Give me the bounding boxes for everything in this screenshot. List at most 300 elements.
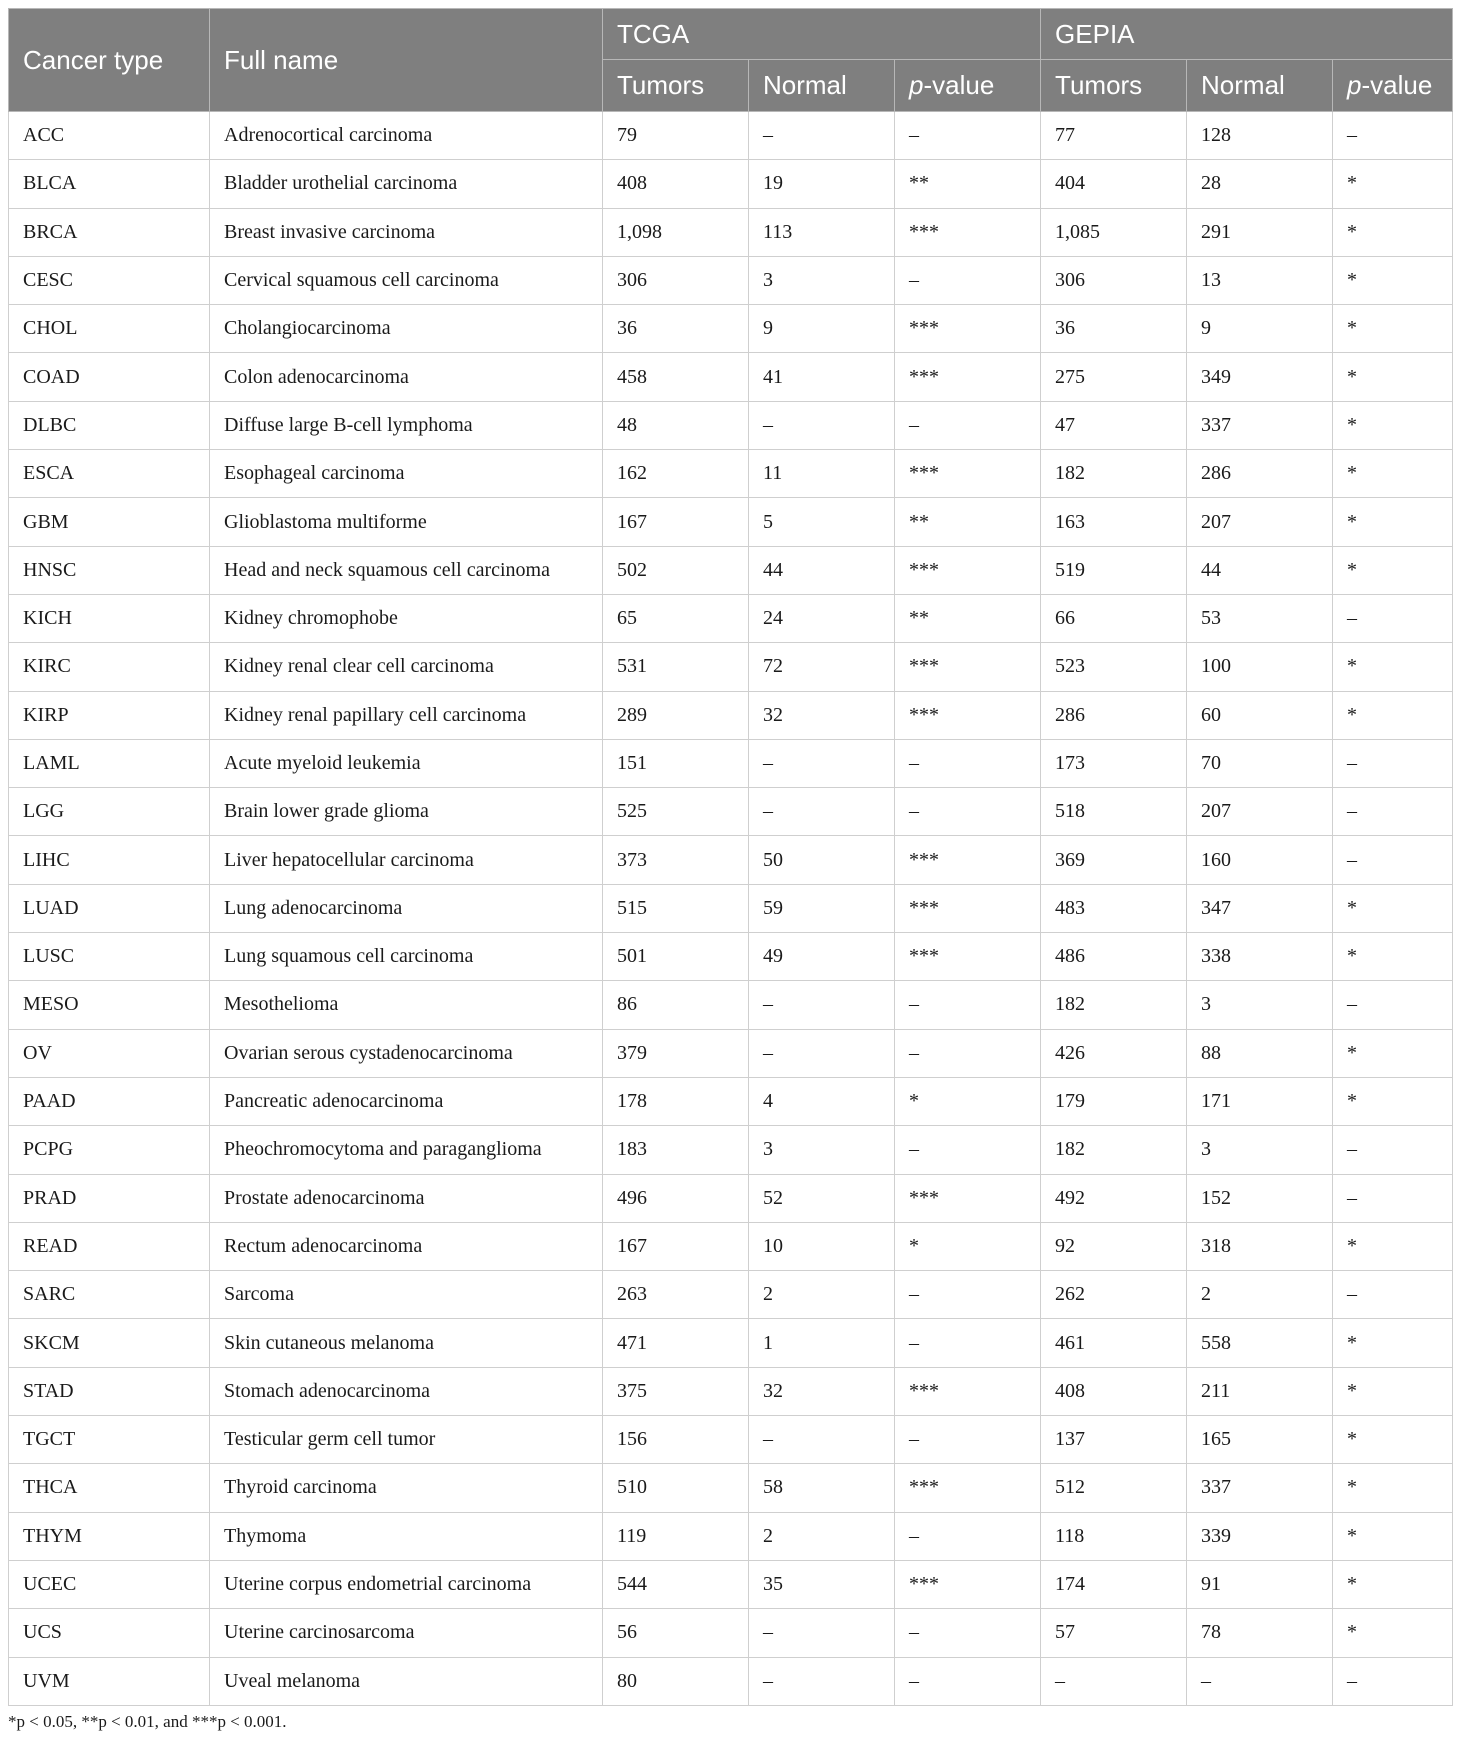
cell-tcga-tumors: 263 bbox=[603, 1271, 749, 1319]
cell-gepia-tumors: 92 bbox=[1041, 1222, 1187, 1270]
cell-gepia-tumors: 518 bbox=[1041, 788, 1187, 836]
table-footnote: *p < 0.05, **p < 0.01, and ***p < 0.001. bbox=[8, 1711, 287, 1731]
cell-tcga-normal: 113 bbox=[749, 208, 895, 256]
cell-tcga-normal: 4 bbox=[749, 1077, 895, 1125]
cell-cancer-type: ESCA bbox=[9, 450, 210, 498]
cell-full-name: Testicular germ cell tumor bbox=[210, 1416, 603, 1464]
cell-tcga-p-value: – bbox=[895, 1271, 1041, 1319]
cell-cancer-type: THCA bbox=[9, 1464, 210, 1512]
cell-full-name: Breast invasive carcinoma bbox=[210, 208, 603, 256]
cell-tcga-p-value: – bbox=[895, 256, 1041, 304]
cell-tcga-normal: 52 bbox=[749, 1174, 895, 1222]
cell-cancer-type: PRAD bbox=[9, 1174, 210, 1222]
cell-tcga-normal: 19 bbox=[749, 160, 895, 208]
cell-tcga-p-value: *** bbox=[895, 933, 1041, 981]
cell-tcga-tumors: 458 bbox=[603, 353, 749, 401]
cell-tcga-tumors: 525 bbox=[603, 788, 749, 836]
cell-gepia-normal: 13 bbox=[1187, 256, 1333, 304]
cell-gepia-tumors: 512 bbox=[1041, 1464, 1187, 1512]
cell-gepia-tumors: 461 bbox=[1041, 1319, 1187, 1367]
table-row bbox=[9, 112, 1453, 160]
table-body bbox=[9, 112, 1453, 1706]
cell-gepia-tumors: 36 bbox=[1041, 305, 1187, 353]
cell-gepia-tumors: 262 bbox=[1041, 1271, 1187, 1319]
cell-gepia-tumors: 118 bbox=[1041, 1512, 1187, 1560]
cell-gepia-normal: 347 bbox=[1187, 884, 1333, 932]
cell-tcga-p-value: – bbox=[895, 788, 1041, 836]
table-row bbox=[9, 1271, 1453, 1319]
table-row bbox=[9, 353, 1453, 401]
table-row bbox=[9, 884, 1453, 932]
cell-gepia-tumors: 1,085 bbox=[1041, 208, 1187, 256]
cell-tcga-p-value: – bbox=[895, 401, 1041, 449]
table-row bbox=[9, 256, 1453, 304]
cell-gepia-p-value: * bbox=[1333, 1029, 1453, 1077]
table-row bbox=[9, 1464, 1453, 1512]
cell-full-name: Uveal melanoma bbox=[210, 1657, 603, 1705]
cell-gepia-p-value: * bbox=[1333, 1560, 1453, 1608]
p-suffix: -value bbox=[1361, 70, 1433, 100]
cell-tcga-tumors: 167 bbox=[603, 1222, 749, 1270]
cell-gepia-normal: 2 bbox=[1187, 1271, 1333, 1319]
cell-gepia-normal: 60 bbox=[1187, 691, 1333, 739]
cell-tcga-tumors: 48 bbox=[603, 401, 749, 449]
cell-tcga-normal: 44 bbox=[749, 546, 895, 594]
cell-gepia-p-value: * bbox=[1333, 933, 1453, 981]
cell-cancer-type: LIHC bbox=[9, 836, 210, 884]
cell-tcga-normal: 3 bbox=[749, 256, 895, 304]
cell-cancer-type: DLBC bbox=[9, 401, 210, 449]
cell-full-name: Colon adenocarcinoma bbox=[210, 353, 603, 401]
cell-tcga-tumors: 162 bbox=[603, 450, 749, 498]
cell-tcga-normal: 59 bbox=[749, 884, 895, 932]
cell-gepia-p-value: * bbox=[1333, 305, 1453, 353]
cell-tcga-tumors: 373 bbox=[603, 836, 749, 884]
cell-tcga-tumors: 408 bbox=[603, 160, 749, 208]
cell-gepia-tumors: 483 bbox=[1041, 884, 1187, 932]
table-row bbox=[9, 836, 1453, 884]
cell-cancer-type: CESC bbox=[9, 256, 210, 304]
cell-tcga-tumors: 379 bbox=[603, 1029, 749, 1077]
cell-tcga-p-value: – bbox=[895, 1029, 1041, 1077]
cell-tcga-p-value: *** bbox=[895, 1367, 1041, 1415]
cell-gepia-p-value: * bbox=[1333, 160, 1453, 208]
cell-tcga-p-value: – bbox=[895, 1609, 1041, 1657]
cell-gepia-normal: 152 bbox=[1187, 1174, 1333, 1222]
cell-gepia-normal: 3 bbox=[1187, 1126, 1333, 1174]
cell-cancer-type: KIRC bbox=[9, 643, 210, 691]
cell-gepia-tumors: 286 bbox=[1041, 691, 1187, 739]
header-tcga-normal: Normal bbox=[749, 60, 895, 112]
cell-gepia-tumors: 404 bbox=[1041, 160, 1187, 208]
cell-cancer-type: LGG bbox=[9, 788, 210, 836]
cell-tcga-p-value: – bbox=[895, 1512, 1041, 1560]
table-row bbox=[9, 643, 1453, 691]
table-row bbox=[9, 1367, 1453, 1415]
cell-tcga-normal: – bbox=[749, 739, 895, 787]
header-full-name: Full name bbox=[210, 9, 603, 112]
cell-tcga-tumors: 36 bbox=[603, 305, 749, 353]
cell-gepia-p-value: * bbox=[1333, 1367, 1453, 1415]
cell-gepia-tumors: 77 bbox=[1041, 112, 1187, 160]
cell-gepia-tumors: 179 bbox=[1041, 1077, 1187, 1125]
cell-tcga-tumors: 167 bbox=[603, 498, 749, 546]
table-row bbox=[9, 160, 1453, 208]
table-row bbox=[9, 1560, 1453, 1608]
cell-tcga-p-value: – bbox=[895, 1319, 1041, 1367]
cell-tcga-tumors: 306 bbox=[603, 256, 749, 304]
cell-cancer-type: GBM bbox=[9, 498, 210, 546]
cell-tcga-tumors: 375 bbox=[603, 1367, 749, 1415]
cell-tcga-normal: – bbox=[749, 788, 895, 836]
cell-full-name: Thymoma bbox=[210, 1512, 603, 1560]
cell-tcga-tumors: 501 bbox=[603, 933, 749, 981]
cell-gepia-tumors: 426 bbox=[1041, 1029, 1187, 1077]
cell-gepia-tumors: 275 bbox=[1041, 353, 1187, 401]
table-row bbox=[9, 1077, 1453, 1125]
cell-full-name: Brain lower grade glioma bbox=[210, 788, 603, 836]
cell-tcga-tumors: 178 bbox=[603, 1077, 749, 1125]
cell-tcga-tumors: 65 bbox=[603, 594, 749, 642]
cell-gepia-normal: 207 bbox=[1187, 498, 1333, 546]
cell-gepia-p-value: * bbox=[1333, 546, 1453, 594]
cell-tcga-normal: 72 bbox=[749, 643, 895, 691]
cell-cancer-type: MESO bbox=[9, 981, 210, 1029]
cell-tcga-p-value: *** bbox=[895, 836, 1041, 884]
cell-tcga-tumors: 502 bbox=[603, 546, 749, 594]
cell-gepia-tumors: – bbox=[1041, 1657, 1187, 1705]
table-row bbox=[9, 1319, 1453, 1367]
cell-full-name: Glioblastoma multiforme bbox=[210, 498, 603, 546]
table-row bbox=[9, 691, 1453, 739]
cell-tcga-normal: 24 bbox=[749, 594, 895, 642]
cell-gepia-normal: 211 bbox=[1187, 1367, 1333, 1415]
cell-tcga-tumors: 496 bbox=[603, 1174, 749, 1222]
cell-cancer-type: BRCA bbox=[9, 208, 210, 256]
table-row bbox=[9, 1657, 1453, 1705]
cell-gepia-p-value: * bbox=[1333, 1319, 1453, 1367]
cell-gepia-normal: 349 bbox=[1187, 353, 1333, 401]
p-letter: p bbox=[1347, 70, 1362, 100]
cell-cancer-type: SKCM bbox=[9, 1319, 210, 1367]
cell-tcga-tumors: 544 bbox=[603, 1560, 749, 1608]
table-row bbox=[9, 1174, 1453, 1222]
cell-full-name: Stomach adenocarcinoma bbox=[210, 1367, 603, 1415]
cell-full-name: Cholangiocarcinoma bbox=[210, 305, 603, 353]
cell-full-name: Pancreatic adenocarcinoma bbox=[210, 1077, 603, 1125]
cell-tcga-tumors: 510 bbox=[603, 1464, 749, 1512]
cell-tcga-normal: 11 bbox=[749, 450, 895, 498]
cell-cancer-type: PCPG bbox=[9, 1126, 210, 1174]
cell-full-name: Ovarian serous cystadenocarcinoma bbox=[210, 1029, 603, 1077]
cell-gepia-tumors: 369 bbox=[1041, 836, 1187, 884]
cell-cancer-type: KICH bbox=[9, 594, 210, 642]
cell-gepia-tumors: 486 bbox=[1041, 933, 1187, 981]
cell-gepia-tumors: 137 bbox=[1041, 1416, 1187, 1464]
cell-gepia-normal: 171 bbox=[1187, 1077, 1333, 1125]
header-cancer-type: Cancer type bbox=[9, 9, 210, 112]
cell-gepia-tumors: 163 bbox=[1041, 498, 1187, 546]
cell-gepia-normal: 128 bbox=[1187, 112, 1333, 160]
cell-tcga-p-value: – bbox=[895, 1657, 1041, 1705]
cell-cancer-type: UCS bbox=[9, 1609, 210, 1657]
cell-gepia-normal: 3 bbox=[1187, 981, 1333, 1029]
cell-tcga-normal: 50 bbox=[749, 836, 895, 884]
cell-tcga-p-value: *** bbox=[895, 450, 1041, 498]
cell-gepia-p-value: * bbox=[1333, 1416, 1453, 1464]
table-row bbox=[9, 401, 1453, 449]
table-row bbox=[9, 546, 1453, 594]
cell-full-name: Rectum adenocarcinoma bbox=[210, 1222, 603, 1270]
cell-tcga-tumors: 119 bbox=[603, 1512, 749, 1560]
table-row bbox=[9, 305, 1453, 353]
cell-cancer-type: PAAD bbox=[9, 1077, 210, 1125]
cell-gepia-tumors: 306 bbox=[1041, 256, 1187, 304]
cell-tcga-tumors: 79 bbox=[603, 112, 749, 160]
cell-full-name: Head and neck squamous cell carcinoma bbox=[210, 546, 603, 594]
cell-gepia-p-value: * bbox=[1333, 401, 1453, 449]
cell-gepia-tumors: 174 bbox=[1041, 1560, 1187, 1608]
cell-tcga-normal: 5 bbox=[749, 498, 895, 546]
cell-gepia-p-value: – bbox=[1333, 594, 1453, 642]
cell-gepia-normal: 88 bbox=[1187, 1029, 1333, 1077]
table-row bbox=[9, 1416, 1453, 1464]
p-suffix: -value bbox=[923, 70, 995, 100]
cell-tcga-normal: 58 bbox=[749, 1464, 895, 1512]
table-row bbox=[9, 788, 1453, 836]
cell-gepia-normal: 28 bbox=[1187, 160, 1333, 208]
cell-cancer-type: STAD bbox=[9, 1367, 210, 1415]
cell-gepia-tumors: 492 bbox=[1041, 1174, 1187, 1222]
cell-tcga-normal: 35 bbox=[749, 1560, 895, 1608]
cell-tcga-p-value: *** bbox=[895, 643, 1041, 691]
table-row bbox=[9, 981, 1453, 1029]
cell-gepia-tumors: 182 bbox=[1041, 981, 1187, 1029]
table-container bbox=[8, 8, 1452, 1732]
cell-gepia-p-value: * bbox=[1333, 1609, 1453, 1657]
cell-tcga-normal: 2 bbox=[749, 1271, 895, 1319]
cell-tcga-normal: 32 bbox=[749, 1367, 895, 1415]
p-letter: p bbox=[909, 70, 924, 100]
cell-tcga-tumors: 80 bbox=[603, 1657, 749, 1705]
cell-tcga-normal: – bbox=[749, 1609, 895, 1657]
cell-tcga-normal: 10 bbox=[749, 1222, 895, 1270]
cell-tcga-p-value: *** bbox=[895, 691, 1041, 739]
cell-full-name: Lung adenocarcinoma bbox=[210, 884, 603, 932]
cell-tcga-normal: 1 bbox=[749, 1319, 895, 1367]
cell-gepia-p-value: * bbox=[1333, 498, 1453, 546]
table-row bbox=[9, 498, 1453, 546]
cell-tcga-normal: – bbox=[749, 401, 895, 449]
cell-tcga-normal: – bbox=[749, 1029, 895, 1077]
cell-tcga-p-value: ** bbox=[895, 160, 1041, 208]
cell-tcga-tumors: 471 bbox=[603, 1319, 749, 1367]
table-row bbox=[9, 450, 1453, 498]
cell-gepia-tumors: 408 bbox=[1041, 1367, 1187, 1415]
table-row bbox=[9, 739, 1453, 787]
cell-gepia-p-value: * bbox=[1333, 450, 1453, 498]
cell-full-name: Uterine corpus endometrial carcinoma bbox=[210, 1560, 603, 1608]
cell-gepia-tumors: 523 bbox=[1041, 643, 1187, 691]
cell-full-name: Kidney chromophobe bbox=[210, 594, 603, 642]
cell-tcga-p-value: *** bbox=[895, 1174, 1041, 1222]
cell-full-name: Esophageal carcinoma bbox=[210, 450, 603, 498]
cell-tcga-p-value: *** bbox=[895, 546, 1041, 594]
cell-tcga-tumors: 156 bbox=[603, 1416, 749, 1464]
cell-full-name: Acute myeloid leukemia bbox=[210, 739, 603, 787]
cell-cancer-type: COAD bbox=[9, 353, 210, 401]
cell-tcga-p-value: * bbox=[895, 1222, 1041, 1270]
cell-gepia-p-value: – bbox=[1333, 1174, 1453, 1222]
cell-gepia-tumors: 47 bbox=[1041, 401, 1187, 449]
cell-tcga-tumors: 86 bbox=[603, 981, 749, 1029]
cell-gepia-tumors: 173 bbox=[1041, 739, 1187, 787]
cell-tcga-normal: 9 bbox=[749, 305, 895, 353]
cell-tcga-p-value: – bbox=[895, 112, 1041, 160]
cell-tcga-p-value: *** bbox=[895, 353, 1041, 401]
cell-cancer-type: HNSC bbox=[9, 546, 210, 594]
cell-gepia-tumors: 57 bbox=[1041, 1609, 1187, 1657]
cell-gepia-p-value: * bbox=[1333, 256, 1453, 304]
cell-gepia-p-value: * bbox=[1333, 1512, 1453, 1560]
cell-gepia-normal: 165 bbox=[1187, 1416, 1333, 1464]
cell-full-name: Skin cutaneous melanoma bbox=[210, 1319, 603, 1367]
cell-cancer-type: ACC bbox=[9, 112, 210, 160]
table-row bbox=[9, 208, 1453, 256]
header-tcga-tumors: Tumors bbox=[603, 60, 749, 112]
cell-cancer-type: UCEC bbox=[9, 1560, 210, 1608]
header-tcga-p-value bbox=[895, 60, 1041, 112]
cell-full-name: Sarcoma bbox=[210, 1271, 603, 1319]
cell-gepia-normal: 78 bbox=[1187, 1609, 1333, 1657]
cell-tcga-tumors: 183 bbox=[603, 1126, 749, 1174]
cell-gepia-p-value: – bbox=[1333, 836, 1453, 884]
cell-tcga-tumors: 151 bbox=[603, 739, 749, 787]
cell-tcga-p-value: ** bbox=[895, 594, 1041, 642]
cell-cancer-type: LUSC bbox=[9, 933, 210, 981]
cell-tcga-normal: – bbox=[749, 1657, 895, 1705]
cell-gepia-normal: 337 bbox=[1187, 1464, 1333, 1512]
cell-cancer-type: KIRP bbox=[9, 691, 210, 739]
cell-tcga-tumors: 1,098 bbox=[603, 208, 749, 256]
cell-gepia-normal: 207 bbox=[1187, 788, 1333, 836]
cell-tcga-normal: – bbox=[749, 981, 895, 1029]
cell-full-name: Prostate adenocarcinoma bbox=[210, 1174, 603, 1222]
cell-gepia-normal: 339 bbox=[1187, 1512, 1333, 1560]
cell-cancer-type: CHOL bbox=[9, 305, 210, 353]
cell-gepia-tumors: 182 bbox=[1041, 1126, 1187, 1174]
cell-gepia-p-value: * bbox=[1333, 1077, 1453, 1125]
table-row bbox=[9, 594, 1453, 642]
cell-gepia-normal: 44 bbox=[1187, 546, 1333, 594]
cell-tcga-p-value: *** bbox=[895, 1560, 1041, 1608]
header-gepia-tumors: Tumors bbox=[1041, 60, 1187, 112]
cell-cancer-type: BLCA bbox=[9, 160, 210, 208]
header-gepia-normal: Normal bbox=[1187, 60, 1333, 112]
cell-cancer-type: READ bbox=[9, 1222, 210, 1270]
cell-cancer-type: TGCT bbox=[9, 1416, 210, 1464]
cell-gepia-normal: 337 bbox=[1187, 401, 1333, 449]
cell-gepia-tumors: 182 bbox=[1041, 450, 1187, 498]
cell-gepia-p-value: * bbox=[1333, 208, 1453, 256]
cell-gepia-normal: 91 bbox=[1187, 1560, 1333, 1608]
cell-cancer-type: LUAD bbox=[9, 884, 210, 932]
cell-tcga-normal: – bbox=[749, 1416, 895, 1464]
cell-tcga-tumors: 56 bbox=[603, 1609, 749, 1657]
cell-gepia-tumors: 519 bbox=[1041, 546, 1187, 594]
table-row bbox=[9, 933, 1453, 981]
cell-gepia-p-value: – bbox=[1333, 112, 1453, 160]
cell-full-name: Bladder urothelial carcinoma bbox=[210, 160, 603, 208]
cell-gepia-normal: 9 bbox=[1187, 305, 1333, 353]
cell-full-name: Kidney renal papillary cell carcinoma bbox=[210, 691, 603, 739]
cell-full-name: Thyroid carcinoma bbox=[210, 1464, 603, 1512]
table-row bbox=[9, 1222, 1453, 1270]
cell-tcga-tumors: 515 bbox=[603, 884, 749, 932]
cell-gepia-normal: 286 bbox=[1187, 450, 1333, 498]
header-group-tcga: TCGA bbox=[603, 9, 1041, 60]
cell-tcga-normal: 32 bbox=[749, 691, 895, 739]
cell-full-name: Kidney renal clear cell carcinoma bbox=[210, 643, 603, 691]
cell-full-name: Cervical squamous cell carcinoma bbox=[210, 256, 603, 304]
cell-cancer-type: UVM bbox=[9, 1657, 210, 1705]
cell-gepia-p-value: – bbox=[1333, 788, 1453, 836]
cell-gepia-p-value: * bbox=[1333, 1464, 1453, 1512]
cell-gepia-p-value: – bbox=[1333, 739, 1453, 787]
cell-gepia-p-value: * bbox=[1333, 353, 1453, 401]
cell-tcga-tumors: 531 bbox=[603, 643, 749, 691]
cell-tcga-normal: – bbox=[749, 112, 895, 160]
cell-gepia-normal: 70 bbox=[1187, 739, 1333, 787]
cell-full-name: Pheochromocytoma and paraganglioma bbox=[210, 1126, 603, 1174]
cell-tcga-normal: 3 bbox=[749, 1126, 895, 1174]
cell-tcga-p-value: – bbox=[895, 1126, 1041, 1174]
cell-gepia-p-value: – bbox=[1333, 1126, 1453, 1174]
cancer-sample-table bbox=[8, 8, 1453, 1706]
cell-tcga-p-value: ** bbox=[895, 498, 1041, 546]
header-gepia-p-value bbox=[1333, 60, 1453, 112]
table-row bbox=[9, 1609, 1453, 1657]
table-row bbox=[9, 1126, 1453, 1174]
cell-gepia-normal: 160 bbox=[1187, 836, 1333, 884]
cell-tcga-normal: 49 bbox=[749, 933, 895, 981]
cell-gepia-p-value: * bbox=[1333, 1222, 1453, 1270]
cell-tcga-p-value: – bbox=[895, 1416, 1041, 1464]
cell-tcga-tumors: 289 bbox=[603, 691, 749, 739]
cell-tcga-normal: 2 bbox=[749, 1512, 895, 1560]
cell-tcga-p-value: – bbox=[895, 739, 1041, 787]
cell-gepia-p-value: – bbox=[1333, 981, 1453, 1029]
cell-gepia-tumors: 66 bbox=[1041, 594, 1187, 642]
cell-tcga-p-value: – bbox=[895, 981, 1041, 1029]
cell-gepia-normal: – bbox=[1187, 1657, 1333, 1705]
cell-tcga-p-value: *** bbox=[895, 305, 1041, 353]
cell-gepia-normal: 291 bbox=[1187, 208, 1333, 256]
cell-gepia-p-value: * bbox=[1333, 643, 1453, 691]
cell-tcga-p-value: *** bbox=[895, 1464, 1041, 1512]
cell-cancer-type: LAML bbox=[9, 739, 210, 787]
cell-tcga-normal: 41 bbox=[749, 353, 895, 401]
table-row bbox=[9, 1512, 1453, 1560]
cell-gepia-p-value: – bbox=[1333, 1657, 1453, 1705]
cell-gepia-p-value: * bbox=[1333, 691, 1453, 739]
cell-full-name: Adrenocortical carcinoma bbox=[210, 112, 603, 160]
cell-gepia-normal: 53 bbox=[1187, 594, 1333, 642]
cell-gepia-normal: 338 bbox=[1187, 933, 1333, 981]
cell-cancer-type: THYM bbox=[9, 1512, 210, 1560]
cell-tcga-p-value: *** bbox=[895, 208, 1041, 256]
cell-cancer-type: SARC bbox=[9, 1271, 210, 1319]
